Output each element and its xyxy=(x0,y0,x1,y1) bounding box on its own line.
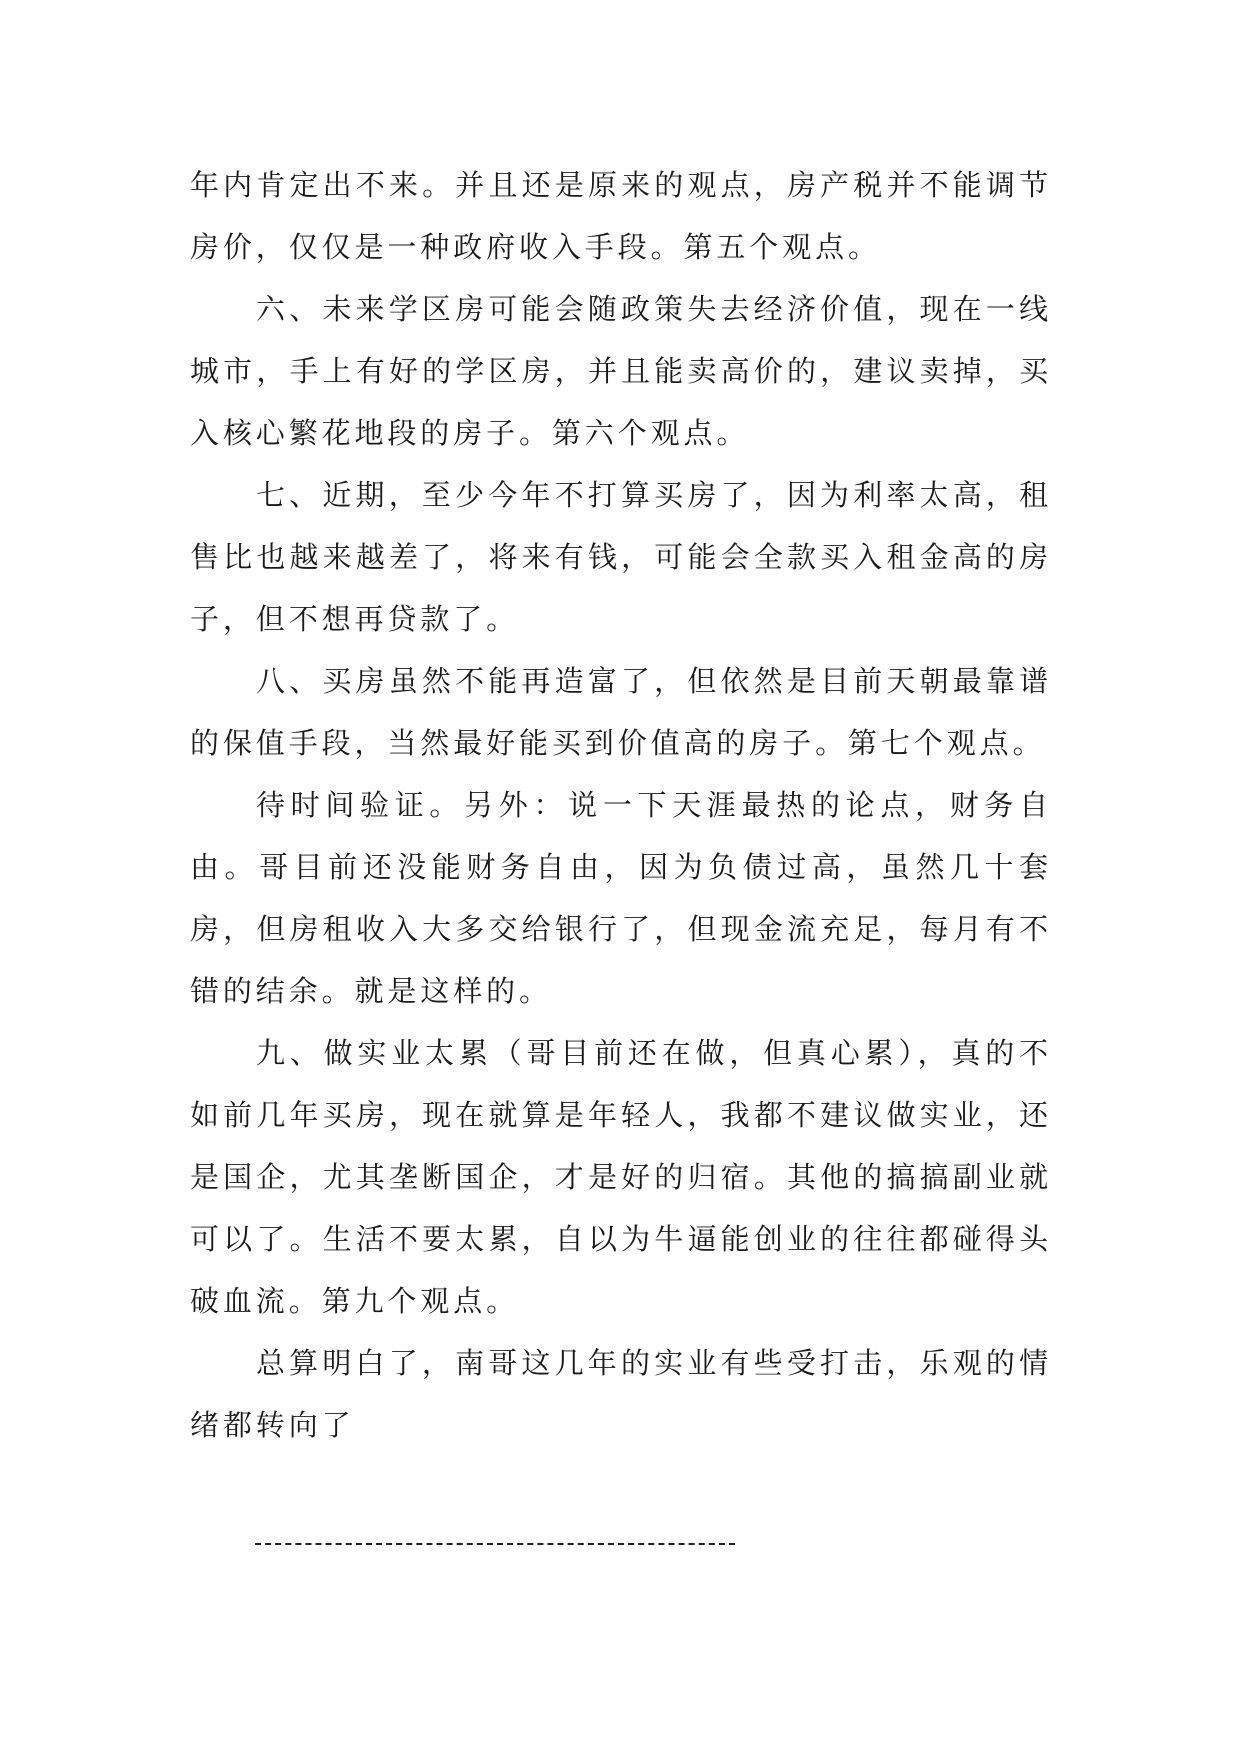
paragraph-point-8: 八、买房虽然不能再造富了，但依然是目前天朝最靠谱的保值手段，当然最好能买到价值高的房子。第七个观点。 xyxy=(190,664,1052,760)
document-page xyxy=(190,154,1052,1456)
paragraph-point-7: 七、近期，至少今年不打算买房了，因为利率太高，租售比也越来越差了，将来有钱，可能会全款买入租金高的房子，但不想再贷款了。 xyxy=(190,478,1052,636)
paragraph-5-continuation: 年内肯定出不来。并且还是原来的观点，房产税并不能调节房价，仅仅是一种政府收入手段。第五个观点。 xyxy=(190,168,1052,264)
paragraph-point-9: 九、做实业太累（哥目前还在做，但真心累），真的不如前几年买房，现在就算是年轻人，我都不建议做实业，还是国企，尤其垄断国企，才是好的归宿。其他的搞搞副业就可以了。生活不要太累，自以为牛逼能创业的往往都碰得头破血流。第九个观点。 xyxy=(190,1036,1052,1318)
dashed-divider xyxy=(255,1543,735,1545)
paragraph-financial-freedom: 待时间验证。另外：说一下天涯最热的论点，财务自由。哥目前还没能财务自由，因为负债过高，虽然几十套房，但房租收入大多交给银行了，但现金流充足，每月有不错的结余。就是这样的。 xyxy=(190,788,1052,1008)
paragraph-conclusion: 总算明白了，南哥这几年的实业有些受打击，乐观的情绪都转向了 xyxy=(190,1346,1052,1442)
paragraph-point-6: 六、未来学区房可能会随政策失去经济价值，现在一线城市，手上有好的学区房，并且能卖高价的，建议卖掉，买入核心繁花地段的房子。第六个观点。 xyxy=(190,292,1052,450)
